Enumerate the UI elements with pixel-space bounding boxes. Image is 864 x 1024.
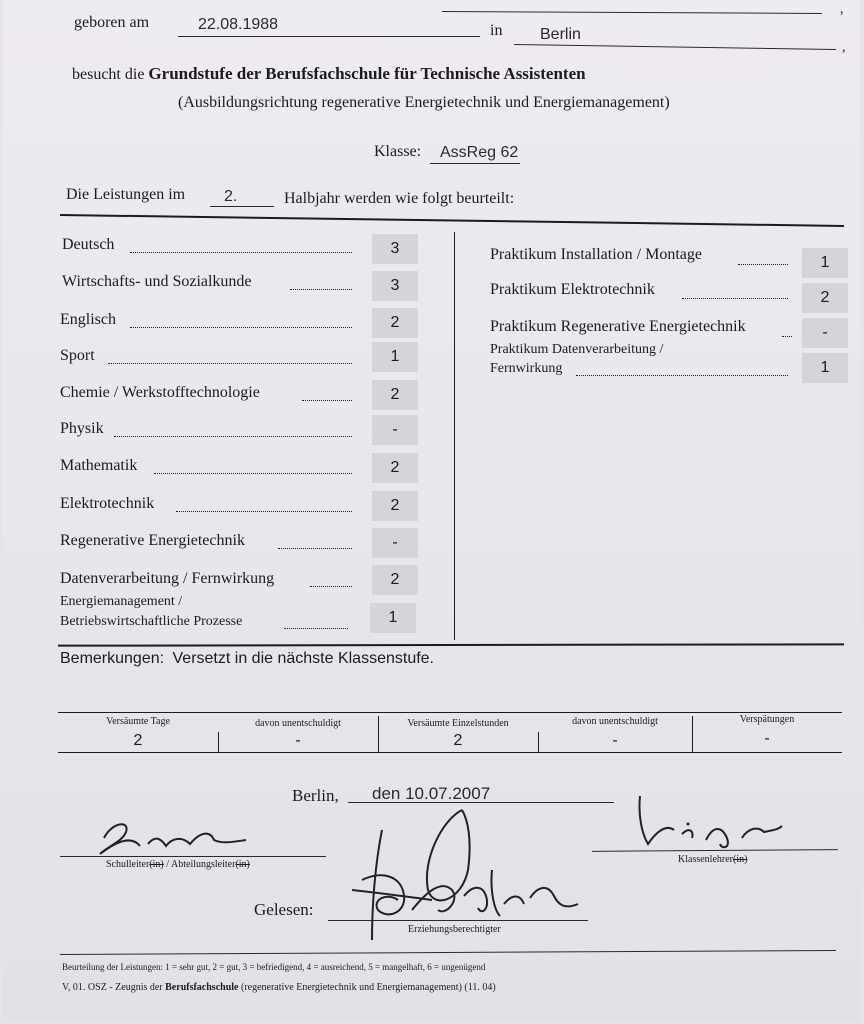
principal-label-part: Schulleiter [106, 859, 150, 870]
school-line [72, 64, 586, 84]
subject-grade: 2 [372, 380, 418, 410]
subject-name: Mathematik [60, 457, 138, 474]
leader-dots [290, 289, 352, 290]
absences-value: 2 [453, 732, 463, 749]
absences-top-rule [58, 712, 842, 713]
principal-label-part: / Abteilungsleiter [163, 859, 236, 870]
attends-prefix: besucht die [72, 66, 145, 83]
subject-grade: 2 [802, 283, 848, 313]
performance-suffix: Halbjahr werden wie folgt beurteilt: [284, 190, 515, 207]
leader-dots [782, 336, 792, 337]
leader-dots [154, 473, 352, 474]
subject-name: Praktikum Regenerative Energietechnik [490, 318, 746, 335]
leader-dots [738, 264, 788, 265]
form-prefix: V, 01. OSZ - Zeugnis der [62, 982, 163, 993]
semester-value: 2. [224, 188, 238, 205]
leader-dots [130, 327, 352, 328]
absences-bottom-rule [58, 752, 842, 753]
comma-mark: , [840, 2, 844, 17]
born-place: Berlin [540, 26, 581, 43]
leader-dots [310, 586, 352, 587]
absences-label: Verspätungen [739, 714, 795, 725]
subject-grade: 1 [372, 342, 418, 372]
subject-grade: 2 [372, 491, 418, 521]
principal-label [106, 859, 250, 870]
grades-column-divider [454, 232, 455, 640]
place-label: Berlin, [292, 786, 339, 805]
subject-grade: 1 [370, 603, 416, 633]
class-line [430, 163, 520, 164]
subject-name: Praktikum Installation / Montage [490, 246, 702, 263]
subject-name: Physik [60, 420, 104, 437]
subject-name: Datenverarbeitung / Fernwirkung [60, 570, 275, 587]
subject-name: Sport [60, 347, 95, 364]
principal-label-struck: (in) [149, 859, 164, 870]
subject-grade: 2 [372, 308, 418, 338]
class-value: AssReg 62 [440, 144, 519, 161]
leader-dots [130, 252, 352, 253]
footer-rule [60, 950, 836, 955]
subject-name: Deutsch [62, 236, 115, 253]
absences-value: - [764, 730, 770, 747]
subject-name-line2: Fernwirkung [490, 361, 563, 376]
principal-label-struck: (in) [235, 859, 250, 870]
remarks-top-rule [58, 643, 844, 646]
teacher-label-struck: (in) [732, 854, 748, 865]
subject-name-line2: Betriebswirtschaftliche Prozesse [60, 614, 243, 629]
absences-label: davon unentschuldigt [255, 718, 341, 729]
subject-grade: 3 [372, 271, 418, 301]
remarks [60, 650, 434, 668]
form-suffix: (regenerative Energietechnik und Energiemanagement) (11. 04) [240, 982, 496, 993]
comma-mark-2: , [842, 40, 846, 55]
grades-top-rule [60, 214, 844, 227]
certificate-sheet [2, 0, 860, 1022]
leader-dots [284, 628, 348, 629]
subject-name: Chemie / Werkstofftechnologie [60, 384, 260, 401]
performance-prefix: Die Leistungen im [66, 186, 186, 203]
leader-dots [302, 400, 352, 401]
subject-name: Elektrotechnik [60, 495, 155, 512]
leader-dots [682, 298, 788, 299]
class-label: Klasse: [374, 143, 422, 160]
absences-value: - [612, 732, 618, 749]
subject-name: Wirtschafts- und Sozialkunde [62, 273, 252, 290]
principal-signature [82, 810, 282, 860]
remarks-text: Versetzt in die nächste Klassenstufe. [172, 650, 434, 667]
form-bold: Berufsfachschule [165, 982, 239, 993]
subject-name: Englisch [60, 311, 116, 328]
born-place-line [514, 44, 836, 50]
leader-dots [278, 548, 352, 549]
leader-dots [176, 511, 352, 512]
subject-grade: 3 [372, 234, 418, 264]
subject-grade: 1 [802, 248, 848, 278]
subject-grade: - [372, 528, 418, 558]
leader-dots [576, 375, 788, 376]
leader-dots [108, 363, 352, 364]
guardian-signature [342, 800, 592, 950]
subject-grade: 2 [372, 565, 418, 595]
guardian-label: Erziehungsberechtigter [408, 924, 501, 935]
leader-dots [114, 436, 352, 437]
school-name: Grundstufe der Berufsfachschule für Technische Assistenten [148, 64, 586, 83]
subject-grade: 2 [372, 453, 418, 483]
training-direction: (Ausbildungsrichtung regenerative Energietechnik und Energiemanagement) [178, 94, 670, 111]
born-label: geboren am [74, 14, 150, 31]
absences-label: davon unentschuldigt [572, 716, 658, 727]
born-date-line [178, 36, 480, 37]
absences-value: 2 [133, 732, 143, 749]
subject-grade: 1 [802, 353, 848, 383]
semester-line [210, 206, 274, 207]
subject-name-line1: Energiemanagement / [60, 594, 183, 609]
born-date: 22.08.1988 [198, 16, 279, 33]
signature-date: den 10.07.2007 [372, 784, 491, 803]
in-label: in [490, 22, 503, 39]
grading-scale: Beurteilung der Leistungen: 1 = sehr gut, 2 = gut, 3 = befriedigend, 4 = ausreichend, 5 = mangelhaft, 6 = ungenügend [62, 962, 486, 972]
subject-grade: - [802, 318, 848, 348]
subject-name-line1: Praktikum Datenverarbeitung / [490, 342, 664, 357]
subject-name: Praktikum Elektrotechnik [490, 281, 655, 298]
top-rule [442, 11, 822, 14]
remarks-label: Bemerkungen: [60, 650, 165, 667]
subject-grade: - [372, 415, 418, 445]
absences-label: Versäumte Einzelstunden [407, 718, 509, 729]
teacher-signature [622, 786, 802, 850]
absences-value: - [295, 732, 301, 749]
form-reference [62, 982, 496, 993]
absences-label: Versäumte Tage [106, 716, 170, 727]
teacher-label [678, 854, 747, 865]
subject-name: Regenerative Energietechnik [60, 532, 245, 549]
read-label: Gelesen: [254, 900, 314, 919]
teacher-label-part: Klassenlehrer [678, 854, 733, 865]
